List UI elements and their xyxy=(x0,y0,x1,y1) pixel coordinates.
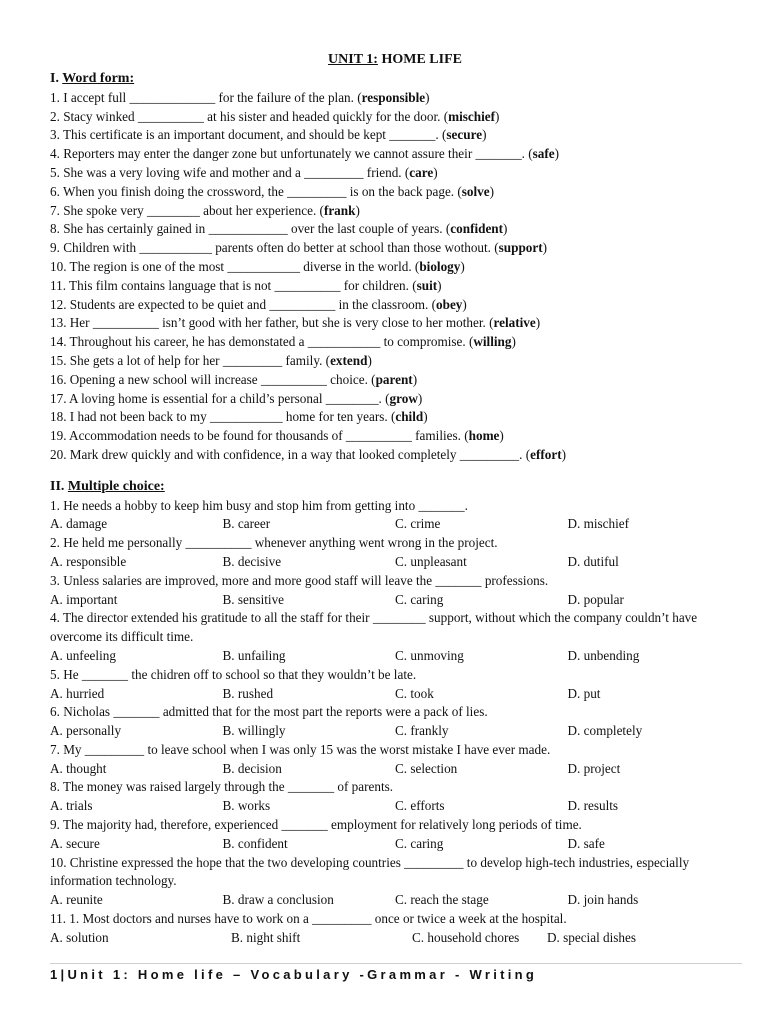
answer-option: D. popular xyxy=(567,591,624,607)
item-text: 17. A loving home is essential for a child’s personal ________. ( xyxy=(50,390,390,406)
options-row xyxy=(50,760,740,779)
answer-option: C. crime xyxy=(395,516,441,532)
word-form-item xyxy=(50,89,740,108)
question-text: 11. 1. Most doctors and nurses have to work on a _________ once or twice a week at the hospital. xyxy=(50,911,567,927)
question-text: 8. The money was raised largely through the _______ of parents. xyxy=(50,779,394,795)
answer-option: A. personally xyxy=(50,723,122,739)
word-form-item xyxy=(50,145,740,164)
options-row xyxy=(50,647,740,666)
item-text: 19. Accommodation needs to be found for thousands of __________ families. ( xyxy=(50,428,469,444)
question-text: 9. The majority had, therefore, experienced _______ employment for relatively long periods of time. xyxy=(50,817,582,833)
item-text: 18. I had not been back to my ___________ home for ten years. ( xyxy=(50,409,396,425)
root-word: secure xyxy=(446,127,483,143)
answer-option: B. sensitive xyxy=(222,591,285,607)
answer-option: A. hurried xyxy=(50,685,105,701)
item-text: 7. She spoke very ________ about her experience. ( xyxy=(50,202,324,218)
answer-option: C. frankly xyxy=(395,723,449,739)
item-text: 15. She gets a lot of help for her _________ family. ( xyxy=(50,352,331,368)
root-word: relative xyxy=(493,315,536,331)
answer-option: B. career xyxy=(222,516,271,532)
answer-option: D. dutiful xyxy=(567,553,619,569)
word-form-list xyxy=(50,89,740,465)
answer-option: C. caring xyxy=(395,591,444,607)
answer-option: B. rushed xyxy=(222,685,274,701)
answer-option: A. thought xyxy=(50,760,107,776)
item-text: 14. Throughout his career, he has demonstated a ___________ to compromise. ( xyxy=(50,334,474,350)
options-row xyxy=(50,685,740,704)
root-word: parent xyxy=(375,371,413,387)
answer-option: A. responsible xyxy=(50,553,127,569)
question-text: 5. He _______ the chidren off to school so that they wouldn’t be late. xyxy=(50,666,417,682)
word-form-item xyxy=(50,314,740,333)
item-end: ) xyxy=(561,446,567,462)
answer-option: D. unbending xyxy=(567,647,640,663)
options-row xyxy=(50,553,740,572)
root-word: obey xyxy=(436,296,463,312)
root-word: biology xyxy=(419,258,461,274)
item-text: 8. She has certainly gained in ____________ over the last couple of years. ( xyxy=(50,221,451,237)
options-row xyxy=(50,515,740,534)
item-end: ) xyxy=(511,334,516,350)
item-text: 9. Children with ___________ parents often do better at school than those wothout. ( xyxy=(50,240,499,256)
answer-option: B. decisive xyxy=(222,553,282,569)
item-text: 3. This certificate is an important document, and should be kept _______. ( xyxy=(50,127,447,143)
root-word: child xyxy=(395,409,424,425)
answer-option: B. draw a conclusion xyxy=(222,892,334,908)
word-form-item xyxy=(50,277,740,296)
section-word-form-heading: I. Word form: xyxy=(50,71,135,86)
options-row xyxy=(50,591,740,610)
answer-option: C. caring xyxy=(395,835,444,851)
question-text: 4. The director extended his gratitude to all the staff for their ________ support, without which the company couldn’t have overcome its difficult time. xyxy=(50,610,698,645)
root-word: responsible xyxy=(361,89,426,105)
root-word: suit xyxy=(416,277,438,293)
answer-option: B. night shift xyxy=(231,929,301,945)
item-text: 16. Opening a new school will increase __________ choice. ( xyxy=(50,371,376,387)
question-text: 6. Nicholas _______ admitted that for the most part the reports were a pack of lies. xyxy=(50,704,488,720)
options-row xyxy=(50,891,740,910)
answer-option: D. results xyxy=(567,798,619,814)
worksheet-page xyxy=(50,50,740,948)
item-end: ) xyxy=(412,371,418,387)
item-text: 10. The region is one of the most ___________ diverse in the world. ( xyxy=(50,258,420,274)
answer-option: C. unpleasant xyxy=(395,553,467,569)
item-end: ) xyxy=(542,240,548,256)
item-end: ) xyxy=(503,221,508,237)
item-text: 2. Stacy winked __________ at his sister and headed quickly for the door. ( xyxy=(50,108,449,124)
root-word: support xyxy=(498,240,543,256)
options-row xyxy=(50,797,740,816)
answer-option: C. efforts xyxy=(395,798,445,814)
section-gap xyxy=(50,465,740,478)
item-text: 6. When you finish doing the crossword, the _________ is on the back page. ( xyxy=(50,183,462,199)
item-end: ) xyxy=(460,258,465,274)
answer-option: B. decision xyxy=(222,760,282,776)
word-form-item xyxy=(50,164,740,183)
section-multiple-choice-heading: II. Multiple choice: xyxy=(50,478,165,494)
item-end: ) xyxy=(437,277,442,293)
item-end: ) xyxy=(462,296,467,312)
root-word: home xyxy=(468,428,500,444)
item-text: 5. She was a very loving wife and mother and a _________ friend. ( xyxy=(50,164,410,180)
question-text: 2. He held me personally __________ whenever anything went wrong in the project. xyxy=(50,535,498,551)
item-text: 1. I accept full _____________ for the failure of the plan. ( xyxy=(50,89,362,105)
item-end: ) xyxy=(425,89,430,105)
answer-option: A. secure xyxy=(50,835,100,851)
root-word: effort xyxy=(530,446,562,462)
answer-option: D. safe xyxy=(567,835,605,851)
root-word: confident xyxy=(450,221,504,237)
word-form-item xyxy=(50,239,740,258)
answer-option: D. completely xyxy=(567,723,643,739)
root-word: mischief xyxy=(448,108,496,124)
root-word: safe xyxy=(532,146,555,162)
item-end: ) xyxy=(423,409,428,425)
options-row xyxy=(50,722,740,741)
item-text: 20. Mark drew quickly and with confidence, in a way that looked completely _________. ( xyxy=(50,446,531,462)
answer-option: A. trials xyxy=(50,798,93,814)
word-form-item xyxy=(50,446,740,465)
item-text: 13. Her __________ isn’t good with her father, but she is very close to her mother. ( xyxy=(50,315,494,331)
item-end: ) xyxy=(554,146,560,162)
item-end: ) xyxy=(433,164,438,180)
item-text: 11. This film contains language that is not __________ for children. ( xyxy=(50,277,417,293)
item-end: ) xyxy=(495,108,500,124)
word-form-item xyxy=(50,183,740,202)
answer-option: C. household chores xyxy=(412,929,520,945)
question-text: 1. He needs a hobby to keep him busy and stop him from getting into _______. xyxy=(50,497,468,513)
answer-option: D. special dishes xyxy=(547,929,636,945)
root-word: frank xyxy=(323,202,356,218)
page-footer: 1|Unit 1: Home life – Vocabulary -Grammar - Writing xyxy=(50,963,742,982)
answer-option: A. important xyxy=(50,591,118,607)
multiple-choice-list xyxy=(50,497,740,948)
answer-option: C. unmoving xyxy=(395,647,464,663)
root-word: extend xyxy=(330,352,368,368)
answer-option: B. works xyxy=(222,798,271,814)
answer-option: B. willingly xyxy=(222,723,286,739)
answer-option: A. reunite xyxy=(50,892,103,908)
item-text: 4. Reporters may enter the danger zone but unfortunately we cannot assure their _______. ( xyxy=(50,146,533,162)
item-end: ) xyxy=(367,352,372,368)
item-end: ) xyxy=(489,183,495,199)
answer-option: D. project xyxy=(567,760,621,776)
word-form-item xyxy=(50,352,740,371)
options-row xyxy=(50,929,740,948)
answer-option: C. selection xyxy=(395,760,458,776)
word-form-item xyxy=(50,408,740,427)
word-form-item xyxy=(50,371,740,390)
item-end: ) xyxy=(355,202,360,218)
question-text: 10. Christine expressed the hope that the two developing countries _________ to develop high-tech industries, especially information technology. xyxy=(50,854,690,889)
root-word: grow xyxy=(389,390,418,406)
page-title: UNIT 1: HOME LIFE xyxy=(328,52,462,67)
item-end: ) xyxy=(417,390,423,406)
question-text: 7. My _________ to leave school when I was only 15 was the worst mistake I have ever made. xyxy=(50,741,551,757)
word-form-item xyxy=(50,202,740,221)
answer-option: A. solution xyxy=(50,929,109,945)
item-end: ) xyxy=(499,428,504,444)
item-end: ) xyxy=(535,315,541,331)
answer-option: A. unfeeling xyxy=(50,647,116,663)
answer-option: D. join hands xyxy=(567,892,639,908)
item-text: 12. Students are expected to be quiet and __________ in the classroom. ( xyxy=(50,296,437,312)
question-text: 3. Unless salaries are improved, more and more good staff will leave the _______ professions. xyxy=(50,572,549,588)
options-row xyxy=(50,835,740,854)
word-form-item xyxy=(50,296,740,315)
root-word: care xyxy=(409,164,434,180)
answer-option: B. unfailing xyxy=(222,647,286,663)
answer-option: A. damage xyxy=(50,516,108,532)
answer-option: C. took xyxy=(395,685,434,701)
word-form-item xyxy=(50,108,740,127)
item-end: ) xyxy=(482,127,487,143)
answer-option: B. confident xyxy=(222,835,288,851)
root-word: solve xyxy=(461,183,490,199)
answer-option: C. reach the stage xyxy=(395,892,489,908)
answer-option: D. put xyxy=(567,685,601,701)
word-form-item xyxy=(50,258,740,277)
word-form-item xyxy=(50,220,740,239)
word-form-item xyxy=(50,427,740,446)
root-word: willing xyxy=(473,334,512,350)
word-form-item xyxy=(50,126,740,145)
answer-option: D. mischief xyxy=(567,516,630,532)
word-form-item xyxy=(50,390,740,409)
word-form-item xyxy=(50,333,740,352)
